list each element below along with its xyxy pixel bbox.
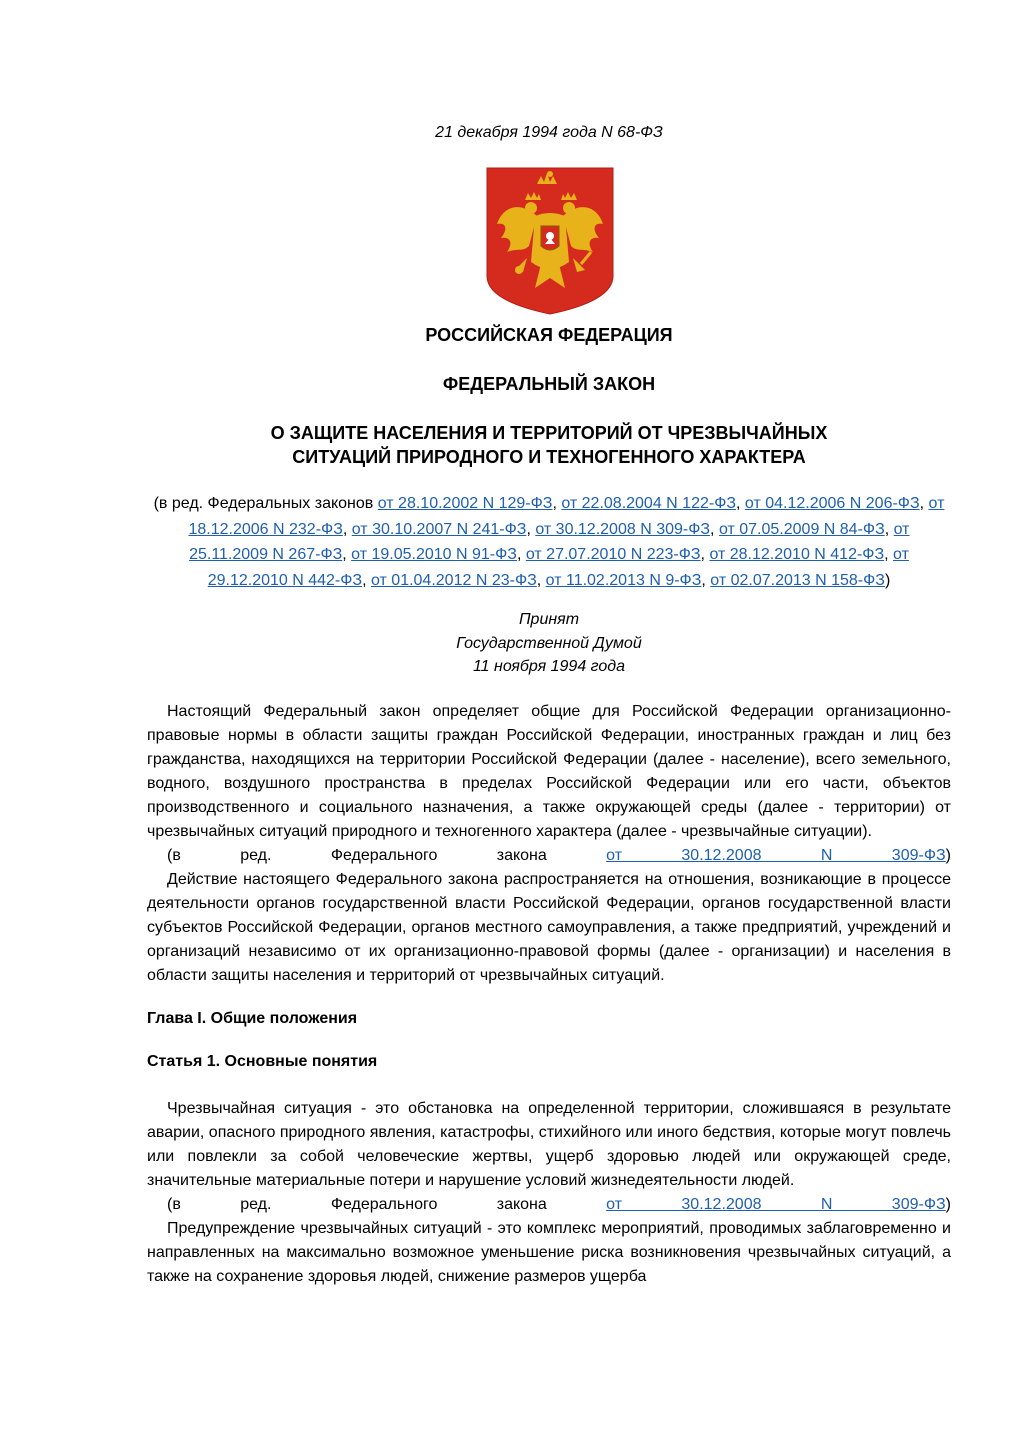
preamble-paragraph-1: Настоящий Федеральный закон определяет общие для Российской Федерации организационно-правовые нормы в области защиты граждан Российской Федерации, иностранных граждан и лиц без гражданства, находящихся на территории Российской Федерации (далее - население), всего земельного, водного, воздушного пространства в пределах Российской Федерации или его части, объектов производственного и социального назначения, а также окружающей среды (далее - территории) от чрезвычайных ситуаций природного и техногенного характера (далее - чрезвычайные ситуации). <box>147 703 951 840</box>
edit-reference-link[interactable]: от 30.12.2008 N 309-ФЗ <box>606 847 946 864</box>
edit-reference-suffix: ) <box>945 847 951 864</box>
law-title <box>147 421 951 469</box>
date-line: 21 декабря 1994 года N 68-ФЗ <box>435 124 663 141</box>
amendment-link[interactable]: от 11.02.2013 N 9-ФЗ <box>545 571 702 589</box>
coat-of-arms-emblem <box>485 166 615 316</box>
edit-reference-prefix: (в ред. Федерального закона <box>167 847 607 864</box>
adopted-label: Принят <box>518 611 580 628</box>
amendment-link[interactable]: от 22.08.2004 N 122-ФЗ <box>561 495 737 512</box>
amendment-link[interactable]: от 02.07.2013 N 158-ФЗ <box>710 571 885 589</box>
edit-reference-link[interactable]: от 30.12.2008 N 309-ФЗ <box>606 1196 946 1213</box>
amendments-prefix: (в ред. Федеральных законов <box>153 495 378 512</box>
adopted-by: Государственной Думой <box>456 634 642 652</box>
law-type-heading: ФЕДЕРАЛЬНЫЙ ЗАКОН <box>442 374 656 394</box>
amendment-link[interactable]: от 18.12.2006 N 232-ФЗ <box>188 495 945 538</box>
law-title-line-1: О ЗАЩИТЕ НАСЕЛЕНИЯ И ТЕРРИТОРИЙ ОТ ЧРЕЗВЫЧАЙНЫХ <box>270 423 828 443</box>
chapter-heading: Глава I. Общие положения <box>147 1010 358 1027</box>
document-body <box>147 700 951 1289</box>
law-title-line-2: СИТУАЦИЙ ПРИРОДНОГО И ТЕХНОГЕННОГО ХАРАКТЕРА <box>292 447 806 467</box>
amendment-link[interactable]: от 04.12.2006 N 206-ФЗ <box>744 495 920 512</box>
edit-reference-1 <box>147 844 951 868</box>
article-1-paragraph-1: Чрезвычайная ситуация - это обстановка на определенной территории, сложившаяся в результате аварии, опасного природного явления, катастрофы, стихийного или иного бедствия, которые могут повлечь или повлекли за собой человеческие жертвы, ущерб здоровью людей или окружающей среде, значительные материальные потери и нарушение условий жизнедеятельности людей. <box>147 1100 951 1189</box>
amendment-link[interactable]: от 27.07.2010 N 223-ФЗ <box>525 546 701 563</box>
amendment-link[interactable]: от 28.10.2002 N 129-ФЗ <box>377 495 553 512</box>
amendment-link[interactable]: от 19.05.2010 N 91-ФЗ <box>351 546 517 563</box>
country-heading: РОССИЙСКАЯ ФЕДЕРАЦИЯ <box>425 325 673 345</box>
amendments-list: (в ред. Федеральных законов от 28.10.2002 N 129-ФЗ, от 22.08.2004 N 122-ФЗ, от 04.12.2006 N 206-ФЗ, от 18.12.2006 N 232-ФЗ, от 30.10.2007 N 241-ФЗ, от 30.12.2008 N 309-ФЗ, от 07.05.2009 N 84-ФЗ, от 25.11.2009 N 267-ФЗ, от 19.05.2010 N 91-ФЗ, от 27.07.2010 N 223-ФЗ, от 28.12.2010 N 412-ФЗ, от 29.12.2010 N 442-ФЗ, от 01.04.2012 N 23-ФЗ, от 11.02.2013 N 9-ФЗ, от 02.07.2013 N 158-ФЗ) <box>153 495 945 589</box>
article-heading: Статья 1. Основные понятия <box>147 1053 378 1070</box>
amendment-link[interactable]: от 29.12.2010 N 442-ФЗ <box>207 546 909 589</box>
amendment-link[interactable]: от 30.12.2008 N 309-ФЗ <box>535 520 711 538</box>
edit-reference-prefix: (в ред. Федерального закона <box>167 1196 607 1213</box>
amendment-link[interactable]: от 07.05.2009 N 84-ФЗ <box>718 520 885 538</box>
edit-reference-suffix: ) <box>945 1196 951 1213</box>
adopted-date: 11 ноября 1994 года <box>472 658 626 675</box>
edit-reference-2 <box>147 1193 951 1217</box>
adoption-note <box>147 608 951 679</box>
amendments-suffix: ) <box>884 571 891 589</box>
article-1-paragraph-2: Предупреждение чрезвычайных ситуаций - это комплекс мероприятий, проводимых заблаговременно и направленных на максимально возможное уменьшение риска возникновения чрезвычайных ситуаций, а также на сохранение здоровья людей, снижение размеров ущерба <box>147 1220 951 1285</box>
amendment-link[interactable]: от 01.04.2012 N 23-ФЗ <box>370 571 537 589</box>
amendment-link[interactable]: от 30.10.2007 N 241-ФЗ <box>351 520 527 538</box>
preamble-paragraph-2: Действие настоящего Федерального закона распространяется на отношения, возникающие в процессе деятельности органов государственной власти Российской Федерации, органов государственной власти субъектов Российской Федерации, органов местного самоуправления, а также предприятий, учреждений и организаций независимо от их организационно-правовой формы (далее - организации) и населения в области защиты населения и территорий от чрезвычайных ситуаций. <box>147 871 951 984</box>
amendment-link[interactable]: от 25.11.2009 N 267-ФЗ <box>189 520 910 563</box>
amendment-link[interactable]: от 28.12.2010 N 412-ФЗ <box>709 546 885 563</box>
